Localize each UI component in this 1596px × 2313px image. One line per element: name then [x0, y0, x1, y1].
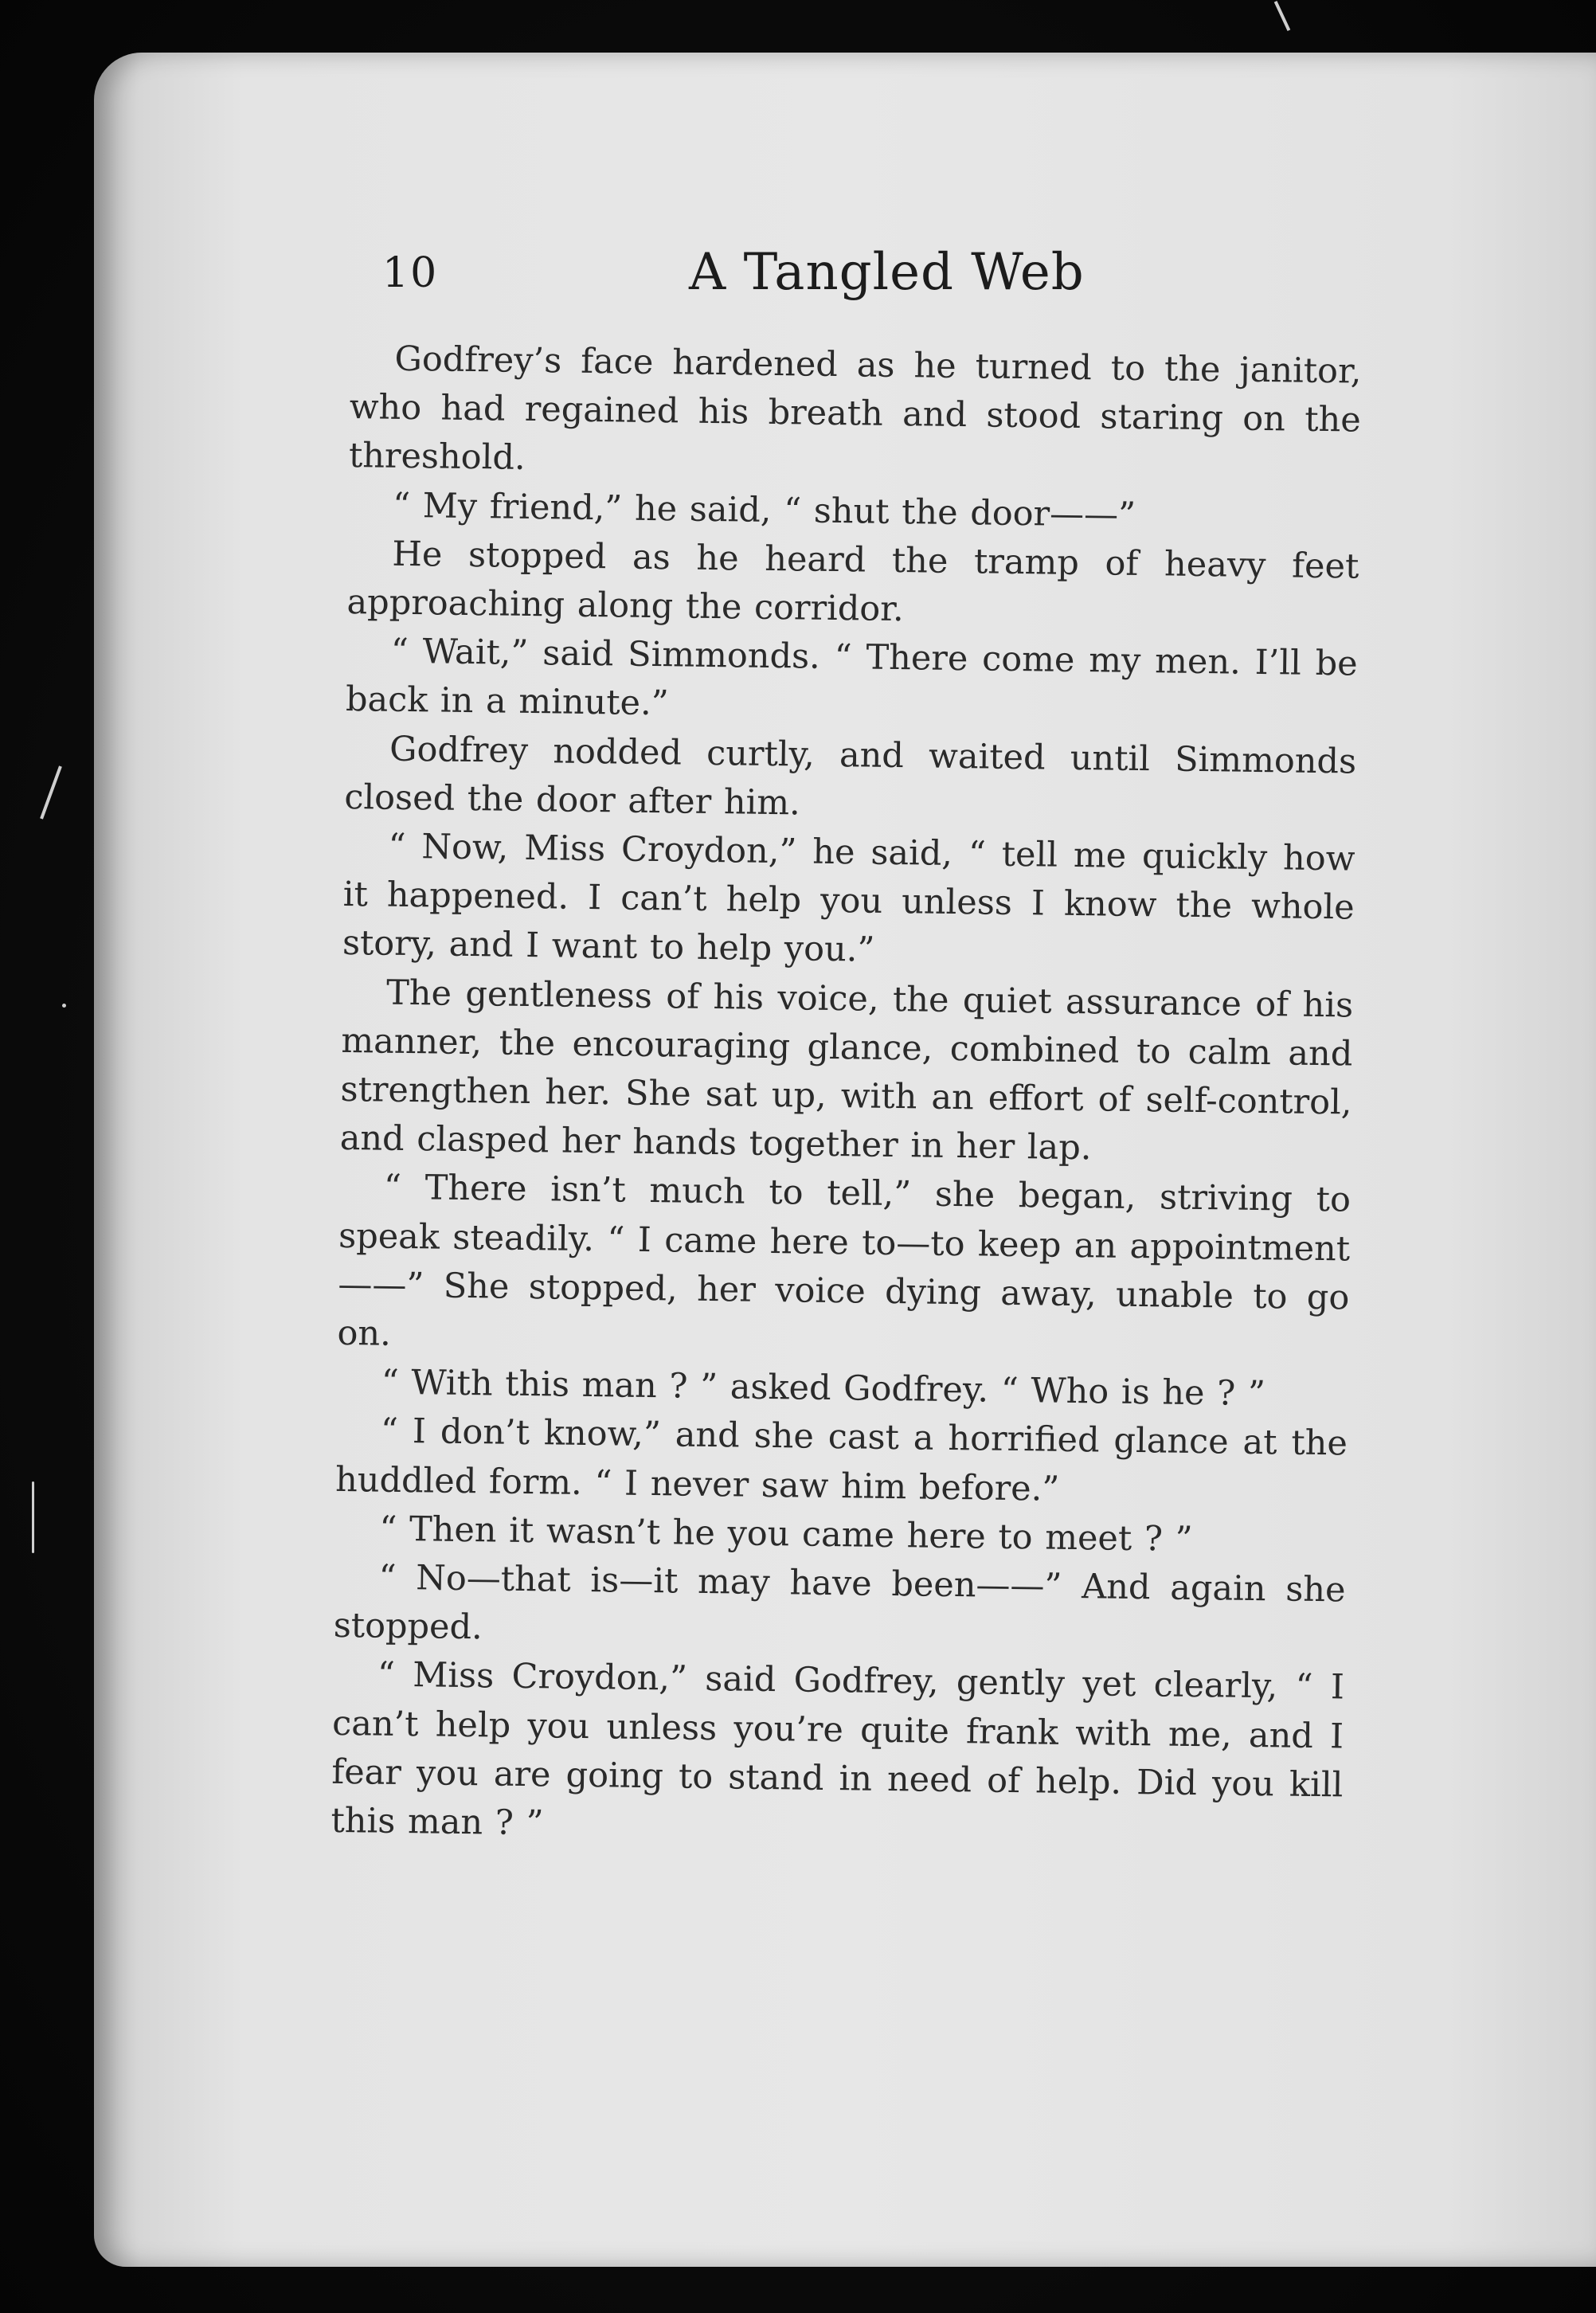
paragraph: “ Miss Croydon,” said Godfrey, gently yet clearly, “ I can’t help you unless you’re quite frank with me, and I fear you are going to stand in need of help. Did you kill this man ? ”: [331, 1655, 1345, 1844]
page-header: [382, 243, 1362, 315]
paragraph: “ No—that is—it may have been——” And again she stopped.: [333, 1557, 1346, 1648]
paragraph: Godfrey’s face hardened as he turned to the janitor, who had regained his breath and stood staring on the threshold.: [348, 339, 1362, 479]
paragraph: He stopped as he heard the tramp of heavy feet approaching along the corridor.: [346, 534, 1359, 630]
paragraph: “ Wait,” said Simmonds. “ There come my men. I’ll be back in a minute.”: [345, 631, 1359, 724]
body-text: [331, 335, 1362, 1859]
paragraph: Godfrey nodded curtly, and waited until Simmonds closed the door after him.: [344, 729, 1357, 824]
running-title: A Tangled Web: [689, 243, 1085, 302]
paragraph: “ With this man ? ” asked Godfrey. “ Who is he ? ”: [381, 1362, 1266, 1415]
paragraph: The gentleness of his voice, the quiet assurance of his manner, the encouraging glance, combined to calm and strengthen her. She sat up, with an effort of self-control, and clasped her hands together in her lap.: [339, 973, 1354, 1168]
paragraph: “ My friend,” he said, “ shut the door——”: [392, 485, 1136, 535]
page-number: 10: [382, 249, 439, 297]
paragraph: “ Now, Miss Croydon,” he said, “ tell me quickly how it happened. I can’t help you unless I know the whole story, and I want to help you.”: [342, 826, 1355, 971]
paragraph: “ Then it wasn’t he you came here to meet ? ”: [379, 1509, 1193, 1560]
paragraph: “ I don’t know,” and she cast a horrified glance at the huddled form. “ I never saw him before.”: [334, 1411, 1348, 1509]
paragraph: “ There isn’t much to tell,” she began, striving to speak steadily. “ I came here to—to keep an appointment——” She stopped, her voice dying away, unable to go on.: [337, 1168, 1352, 1354]
